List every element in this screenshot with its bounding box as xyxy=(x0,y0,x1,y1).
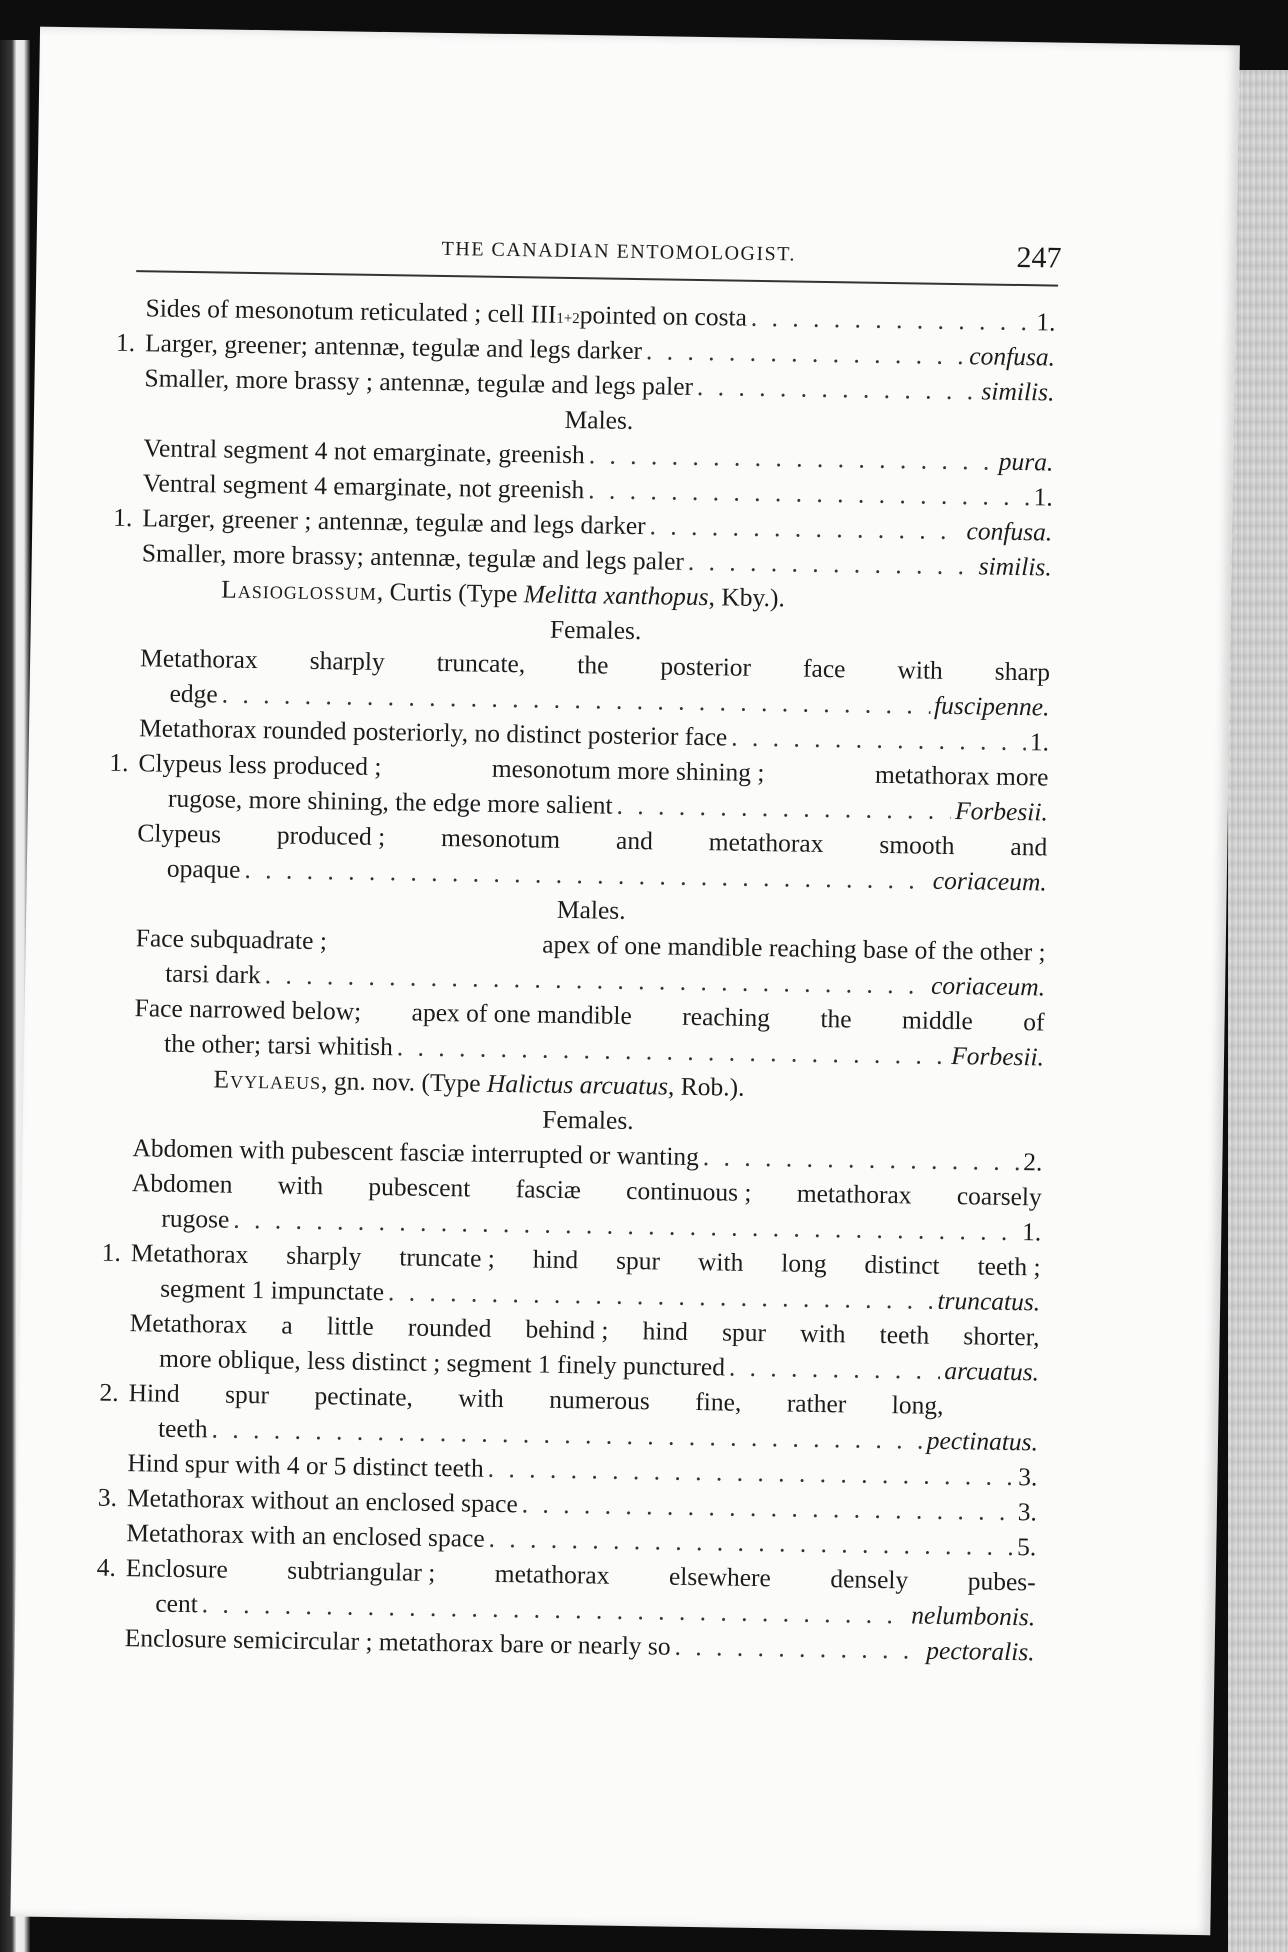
leader-dots xyxy=(688,544,975,584)
couplet-number: 2. xyxy=(99,1377,119,1407)
word: rather xyxy=(786,1388,847,1419)
key-result: coriaceum. xyxy=(932,865,1047,897)
word: spur xyxy=(615,1245,661,1276)
couplet-number: 1. xyxy=(109,747,129,778)
leader-dots xyxy=(751,300,1033,339)
word: metathorax xyxy=(796,1178,912,1210)
word: and xyxy=(615,825,654,856)
entry-text: Metathorax without an enclosed space xyxy=(126,1483,519,1519)
word: Enclosure xyxy=(125,1553,229,1584)
word: pectinate, xyxy=(314,1381,414,1412)
couplet-number: 4. xyxy=(96,1552,117,1582)
leader-dots xyxy=(616,788,951,828)
type-species: Halictus arcuatus xyxy=(486,1068,669,1101)
word: Clypeus less produced ; xyxy=(138,748,382,782)
word: metathorax xyxy=(708,827,824,858)
genus-tail: , Rob.). xyxy=(667,1071,745,1102)
key-result: Forbesii. xyxy=(954,796,1049,827)
word: with xyxy=(697,1247,744,1277)
word: teeth ; xyxy=(977,1251,1041,1282)
word: of xyxy=(1023,1007,1045,1037)
couplet-number: 3. xyxy=(97,1482,118,1512)
key-result: 3. xyxy=(1017,1497,1038,1527)
section-heading: Females. xyxy=(549,614,642,646)
entry-text: opaque xyxy=(166,853,241,884)
word: apex of one mandible xyxy=(411,997,633,1030)
leader-dots xyxy=(649,508,962,548)
key-result: confusa. xyxy=(969,341,1056,372)
key-result: 1. xyxy=(1029,727,1050,757)
entry-text: Larger, greener; antennæ, tegulæ and legs darker xyxy=(144,328,643,366)
entry-text: tarsi dark xyxy=(164,958,262,990)
word: sharp xyxy=(994,656,1051,687)
leader-dots xyxy=(703,1139,1020,1179)
genus-tail: , Kby.). xyxy=(708,582,786,613)
word: Face narrowed below; xyxy=(134,993,362,1026)
word: rounded xyxy=(407,1312,492,1343)
word: the xyxy=(577,650,609,680)
key-result: 5. xyxy=(1016,1532,1037,1562)
key-result: nelumbonis. xyxy=(911,1600,1036,1632)
couplet-number: 1. xyxy=(101,1237,122,1267)
entry-text: Metathorax rounded posteriorly, no distinct posterior face xyxy=(138,713,728,752)
key-result: 1. xyxy=(1036,307,1056,337)
word: shorter, xyxy=(963,1321,1040,1352)
word: behind ; xyxy=(525,1314,609,1345)
word: mesonotum xyxy=(440,822,561,854)
key-result: 1. xyxy=(1033,482,1054,512)
key-result: coriaceum. xyxy=(930,970,1046,1002)
word: with xyxy=(277,1170,324,1201)
type-species: Melitta xanthopus xyxy=(523,579,709,612)
word: little xyxy=(326,1311,374,1341)
word: Metathorax xyxy=(139,643,258,675)
entry-text: the other; tarsi whitish xyxy=(163,1028,394,1062)
section-heading: Males. xyxy=(564,404,634,435)
couplet-number: 1. xyxy=(113,502,133,533)
word: Clypeus xyxy=(137,818,222,849)
word: subtriangular ; xyxy=(287,1555,436,1587)
entry-text: teeth xyxy=(157,1413,208,1444)
key-result: 1. xyxy=(1021,1217,1042,1247)
word: the xyxy=(820,1003,852,1034)
word: Metathorax xyxy=(130,1238,249,1269)
word: pubescent xyxy=(368,1171,471,1203)
word: long xyxy=(781,1248,827,1279)
entry-text: Smaller, more brassy ; antennæ, tegulæ and legs paler xyxy=(144,363,694,401)
word: posterior xyxy=(660,651,752,682)
word: produced ; xyxy=(276,820,386,852)
key-result: 2. xyxy=(1023,1147,1043,1177)
word: fasciæ xyxy=(515,1174,582,1205)
entry-text: Abdomen with pubescent fasciæ interrupted or wanting xyxy=(132,1133,700,1172)
genus-name: Lasioglossum xyxy=(221,574,378,606)
key-result: truncatus. xyxy=(937,1285,1041,1317)
entry-text: rugose xyxy=(161,1203,230,1234)
genus-author: , gn. nov. (Type xyxy=(320,1066,488,1098)
couplet-number: 1. xyxy=(115,327,136,358)
key-result: confusa. xyxy=(966,516,1053,547)
word: sharply xyxy=(286,1240,362,1271)
key-result: similis. xyxy=(978,551,1052,582)
word: long, xyxy=(891,1390,944,1420)
genus-name: Evylaeus xyxy=(213,1064,322,1096)
word: face xyxy=(802,653,846,684)
entry-text: segment 1 impunctate xyxy=(160,1273,385,1307)
word: coarsely xyxy=(956,1181,1043,1212)
section-heading: Males. xyxy=(556,894,626,925)
word: reaching xyxy=(682,1001,771,1033)
entry-text: Metathorax with an enclosed space xyxy=(126,1518,485,1553)
page-header xyxy=(141,233,1061,283)
word: middle xyxy=(901,1005,974,1036)
entry-text: edge xyxy=(169,678,218,709)
key-result: pectoralis. xyxy=(926,1635,1035,1667)
cell-subscript: 1+2 xyxy=(556,310,580,328)
key-result: pura. xyxy=(998,446,1054,477)
entry-text-cont: pointed on costa xyxy=(579,300,748,332)
word: teeth xyxy=(879,1319,930,1350)
word: continuous ; xyxy=(625,1175,752,1207)
leader-dots xyxy=(731,720,1026,760)
word: a xyxy=(281,1310,293,1340)
word: distinct xyxy=(864,1249,940,1280)
word: Hind xyxy=(128,1378,180,1408)
entry-text: cent xyxy=(155,1588,199,1619)
word: elsewhere xyxy=(668,1561,772,1593)
key-text xyxy=(15,289,1236,1673)
entry-text: Smaller, more brassy; antennæ, tegulæ and legs paler xyxy=(141,538,685,576)
entry-text: Ventral segment 4 not emarginate, greenish xyxy=(143,433,586,470)
word: Abdomen xyxy=(131,1168,233,1199)
entry-text: Enclosure semicircular ; metathorax bare or nearly so xyxy=(124,1623,671,1661)
key-result: similis. xyxy=(981,376,1055,407)
word: fine, xyxy=(695,1387,742,1417)
leader-dots xyxy=(729,1350,941,1388)
entry-text: rugose, more shining, the edge more salient xyxy=(167,783,613,820)
word: and xyxy=(1010,831,1048,862)
word: metathorax xyxy=(494,1558,610,1590)
word: with xyxy=(897,655,944,685)
word: with xyxy=(458,1383,504,1414)
key-result: fuscipenne. xyxy=(933,690,1050,722)
entry-text: Sides of mesonotum reticulated ; cell III xyxy=(145,293,557,329)
page-number: 247 xyxy=(1016,240,1062,275)
word: truncate, xyxy=(436,647,526,679)
word: hind xyxy=(642,1316,689,1346)
word: sharply xyxy=(309,645,385,677)
word: smooth xyxy=(879,829,955,861)
word: hind xyxy=(532,1244,579,1275)
key-result: pectinatus. xyxy=(926,1425,1039,1457)
word: Face subquadrate ; xyxy=(135,923,328,956)
entry-text: Larger, greener ; antennæ, tegulæ and legs darker xyxy=(142,503,646,541)
page-stack-edge xyxy=(1228,70,1288,1952)
word: spur xyxy=(721,1317,767,1348)
section-heading: Females. xyxy=(542,1104,634,1136)
running-head: THE CANADIAN ENTOMOLOGIST. xyxy=(441,237,797,266)
key-result: Forbesii. xyxy=(950,1041,1045,1072)
key-result: arcuatus. xyxy=(944,1355,1040,1387)
leader-dots xyxy=(674,1629,922,1668)
word: spur xyxy=(224,1379,270,1410)
genus-author: , Curtis (Type xyxy=(376,576,525,609)
word: Metathorax xyxy=(129,1308,248,1339)
word: truncate ; xyxy=(399,1242,496,1273)
word: numerous xyxy=(549,1384,651,1416)
word: mesonotum more shining ; xyxy=(491,753,765,788)
word: densely xyxy=(830,1564,909,1595)
word: apex of one mandible reaching base of the other ; xyxy=(542,929,1046,967)
word: metathorax more xyxy=(874,759,1049,792)
book-page xyxy=(10,27,1240,1936)
word: pubes- xyxy=(967,1566,1036,1597)
entry-text: Hind spur with 4 or 5 distinct teeth xyxy=(127,1448,484,1483)
leader-dots xyxy=(697,369,978,408)
key-result: 3. xyxy=(1018,1462,1038,1492)
entry-text: more oblique, less distinct ; segment 1 finely punctured xyxy=(158,1343,726,1382)
leader-dots xyxy=(646,333,966,373)
entry-text: Ventral segment 4 emarginate, not greenish xyxy=(142,468,585,505)
word: with xyxy=(799,1318,846,1349)
